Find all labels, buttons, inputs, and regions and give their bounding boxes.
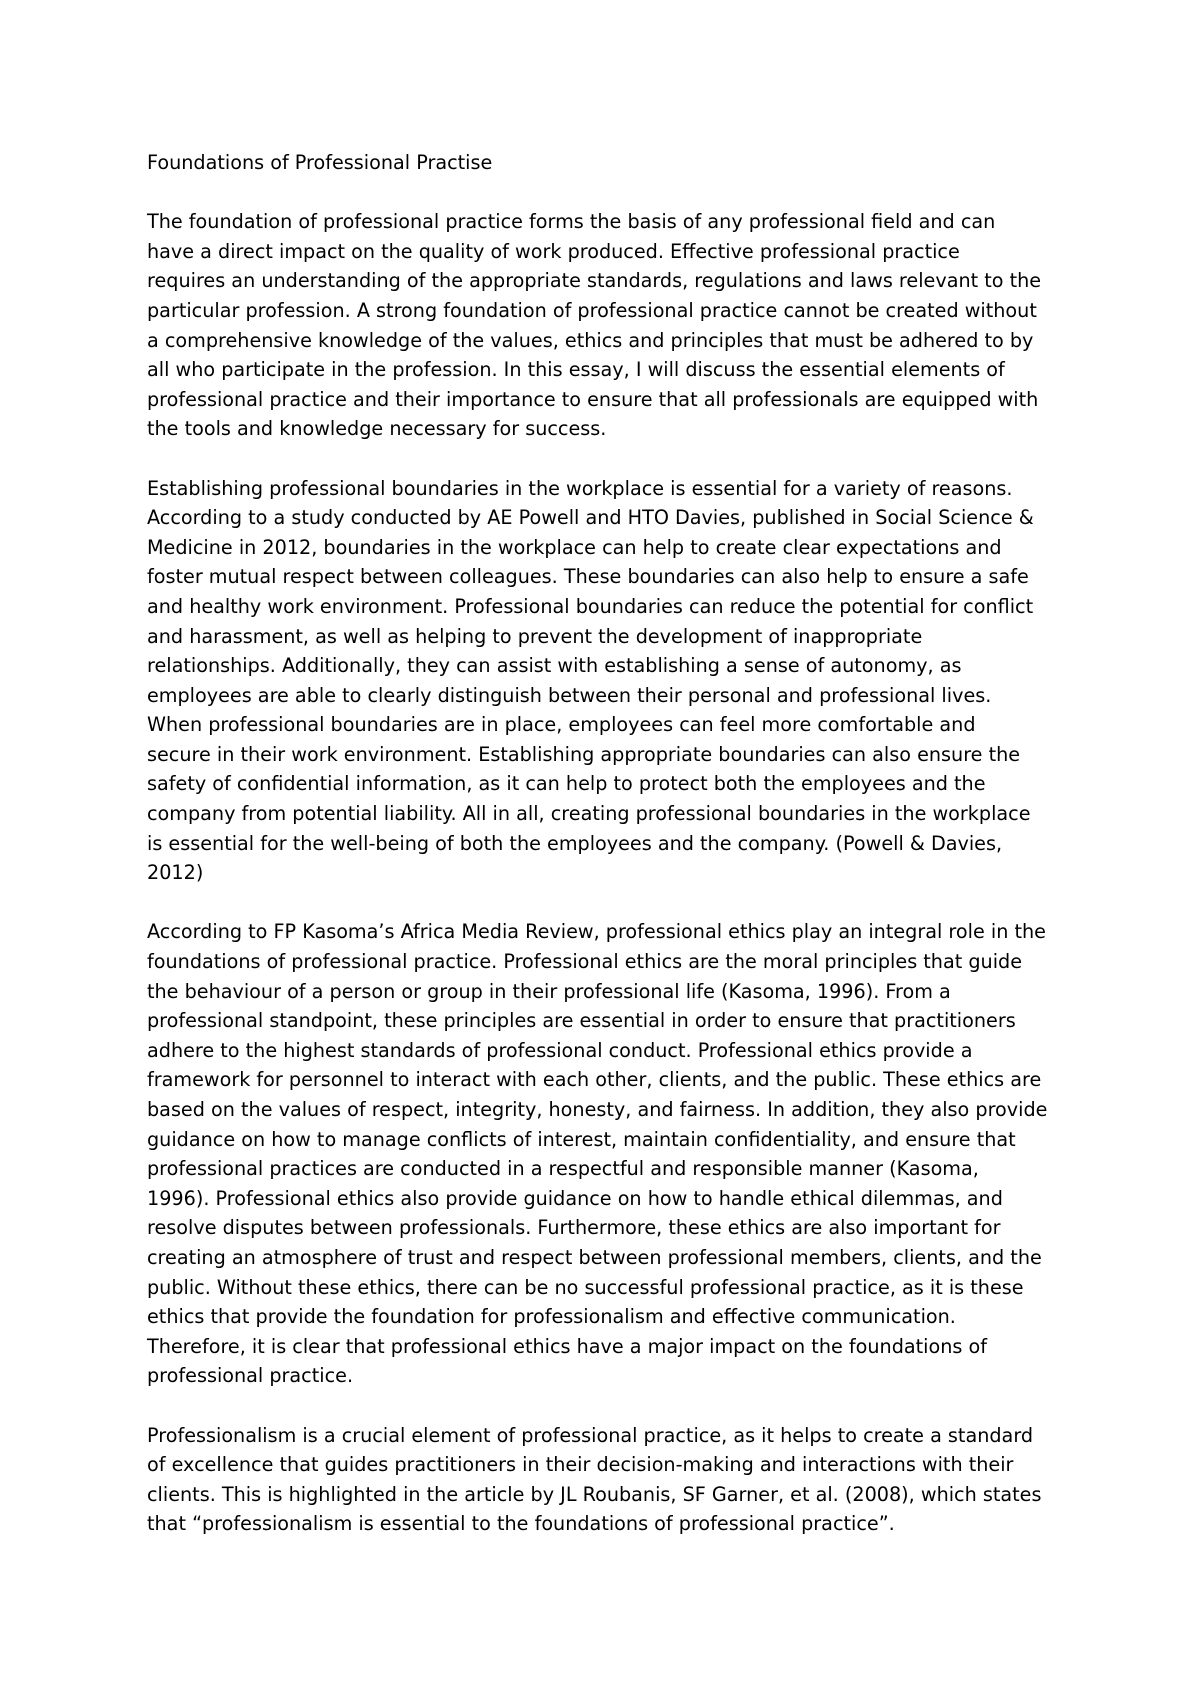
text-line: foster mutual respect between colleagues. These boundaries can also help to ensure a safe <box>147 565 1029 589</box>
text-line: professional practices are conducted in a respectful and responsible manner (Kasoma, <box>147 1157 979 1181</box>
paragraph-introduction <box>147 207 1072 444</box>
text-line: and healthy work environment. Professional boundaries can reduce the potential for conflict <box>147 594 1034 618</box>
text-line: of excellence that guides practitioners in their decision-making and interactions with their <box>147 1453 1014 1477</box>
text-line: all who participate in the profession. In this essay, I will discuss the essential elements of <box>147 358 1005 382</box>
text-line: public. Without these ethics, there can be no successful professional practice, as it is these <box>147 1275 1024 1299</box>
text-line: adhere to the highest standards of professional conduct. Professional ethics provide a <box>147 1038 973 1062</box>
text-line: Therefore, it is clear that professional ethics have a major impact on the foundations of <box>147 1334 987 1358</box>
text-line: based on the values of respect, integrity, honesty, and fairness. In addition, they also provide <box>147 1098 1048 1121</box>
text-line: 2012) <box>147 861 204 885</box>
text-line: professional practice and their importance to ensure that all professionals are equipped with <box>147 387 1039 411</box>
text-line: Medicine in 2012, boundaries in the workplace can help to create clear expectations and <box>147 535 1002 559</box>
text-line: creating an atmosphere of trust and respect between professional members, clients, and the <box>147 1245 1042 1269</box>
document-title: Foundations of Professional Practise <box>147 151 493 174</box>
text-line: and harassment, as well as helping to prevent the development of inappropriate <box>147 624 923 648</box>
text-line: is essential for the well-being of both the employees and the company. (Powell & Davies, <box>147 831 1003 855</box>
text-line: requires an understanding of the appropriate standards, regulations and laws relevant to the <box>147 269 1042 293</box>
text-line: the tools and knowledge necessary for success. <box>147 417 607 441</box>
text-line: that “professionalism is essential to the foundations of professional practice”. <box>147 1512 895 1536</box>
text-line: employees are able to clearly distinguish between their personal and professional lives. <box>147 683 992 707</box>
text-line: When professional boundaries are in place, employees can feel more comfortable and <box>147 713 976 737</box>
text-line: resolve disputes between professionals. Furthermore, these ethics are also important for <box>147 1216 1001 1240</box>
text-line: particular profession. A strong foundation of professional practice cannot be created without <box>147 298 1037 322</box>
text-line: guidance on how to manage conflicts of interest, maintain confidentiality, and ensure that <box>147 1127 1016 1151</box>
text-line: foundations of professional practice. Professional ethics are the moral principles that guide <box>147 950 1023 974</box>
text-line: ethics that provide the foundation for professionalism and effective communication. <box>147 1305 956 1329</box>
text-line: framework for personnel to interact with each other, clients, and the public. These ethics are <box>147 1068 1042 1092</box>
paragraph-boundaries <box>147 474 1072 888</box>
text-line: have a direct impact on the quality of work produced. Effective professional practice <box>147 239 960 263</box>
paragraph-ethics <box>147 917 1072 1391</box>
text-line: According to a study conducted by AE Powell and HTO Davies, published in Social Science & <box>147 506 1034 530</box>
text-line: clients. This is highlighted in the article by JL Roubanis, SF Garner, et al. (2008), which states <box>147 1482 1042 1506</box>
text-line: professional standpoint, these principles are essential in order to ensure that practitioners <box>147 1009 1016 1033</box>
text-line: 1996). Professional ethics also provide guidance on how to handle ethical dilemmas, and <box>147 1186 1003 1210</box>
text-line: a comprehensive knowledge of the values, ethics and principles that must be adhered to by <box>147 328 1034 352</box>
text-line: Establishing professional boundaries in the workplace is essential for a variety of reasons. <box>147 476 1013 500</box>
text-line: safety of confidential information, as it can help to protect both the employees and the <box>147 772 986 796</box>
paragraph-professionalism <box>147 1421 1072 1539</box>
text-line: Professionalism is a crucial element of professional practice, as it helps to create a standard <box>147 1423 1034 1447</box>
text-line: relationships. Additionally, they can assist with establishing a sense of autonomy, as <box>147 654 962 678</box>
text-line: company from potential liability. All in all, creating professional boundaries in the workplace <box>147 802 1031 826</box>
text-line: the behaviour of a person or group in their professional life (Kasoma, 1996). From a <box>147 979 951 1003</box>
document-body <box>147 148 1072 1569</box>
text-line: The foundation of professional practice forms the basis of any professional field and can <box>147 210 996 234</box>
text-line: secure in their work environment. Establishing appropriate boundaries can also ensure the <box>147 742 1021 766</box>
text-line: professional practice. <box>147 1364 354 1388</box>
text-line: According to FP Kasoma’s Africa Media Review, professional ethics play an integral role in the <box>147 920 1046 944</box>
